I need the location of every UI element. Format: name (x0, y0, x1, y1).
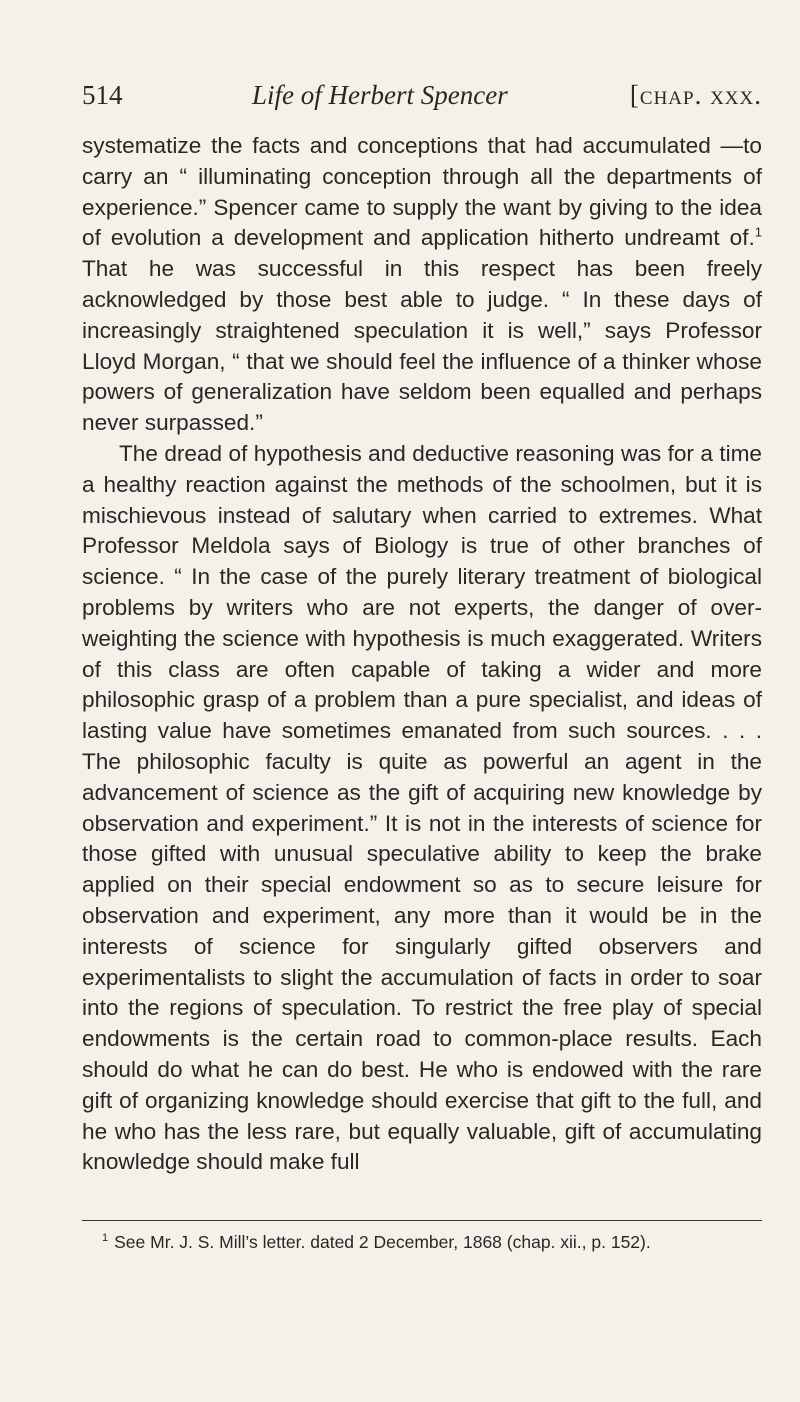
paragraph-1-part-b: That he was successful in this respect has been freely acknowledged by those best able to judge. “ In these days of increasingly straightened speculation it is well,” says Professor Lloyd Morgan, “ that we should feel the influence of a thinker whose powers of generalization have seldom been equalled and perhaps never surpassed.” (82, 256, 762, 436)
page-number: 514 (82, 80, 123, 110)
page-header (82, 80, 762, 120)
paragraph-2: The dread of hypothesis and deductive reasoning was for a time a healthy reaction against the methods of the schoolmen, but it is mischievous instead of salutary when carried to extremes. What Professor Meldola says of Biology is true of other branches of science. “ In the case of the purely literary treatment of biological problems by writers who are not experts, the danger of over-weighting the science with hypothesis is much exaggerated. Writers of this class are often capable of taking a wider and more philosophic grasp of a problem than a pure specialist, and ideas of lasting value have sometimes emanated from such sources. . . . The philosophic faculty is quite as powerful an agent in the advancement of science as the gift of acquiring new knowledge by observation and experiment.” It is not in the interests of science for those gifted with unusual speculative ability to keep the brake applied on their special endowment so as to secure leisure for observation and experiment, any more than it would be in the interests of science for singularly gifted observers and experimentalists to slight the accumulation of facts in order to soar into the regions of speculation. To restrict the free play of special endowments is the certain road to common-place results. Each should do what he can do best. He who is endowed with the rare gift of organizing knowledge should exercise that gift to the full, and he who has the less rare, but equally valuable, gift of accumulating knowledge should make full (82, 440, 762, 1175)
book-page (82, 0, 762, 1402)
footnote-text: See Mr. J. S. Mill’s letter. dated 2 December, 1868 (chap. xii., p. 152). (114, 1232, 651, 1252)
footnote-ref[interactable]: 1 (754, 224, 762, 240)
paragraph-1-part-a: systematize the facts and conceptions that had accumulated —to carry an “ illuminating conception through all the departments of experience.” Spencer came to supply the want by giving to the idea of evolution a development and application hitherto undreamt of. (82, 133, 762, 251)
running-title: Life of Herbert Spencer (252, 80, 508, 110)
footnote-divider (82, 1220, 762, 1221)
body-text (82, 131, 762, 1178)
chapter-label: [chap. xxx. (629, 80, 762, 110)
paragraph-1 (82, 131, 762, 439)
footnote (82, 1230, 762, 1255)
footnote-marker: 1 (102, 1232, 109, 1245)
